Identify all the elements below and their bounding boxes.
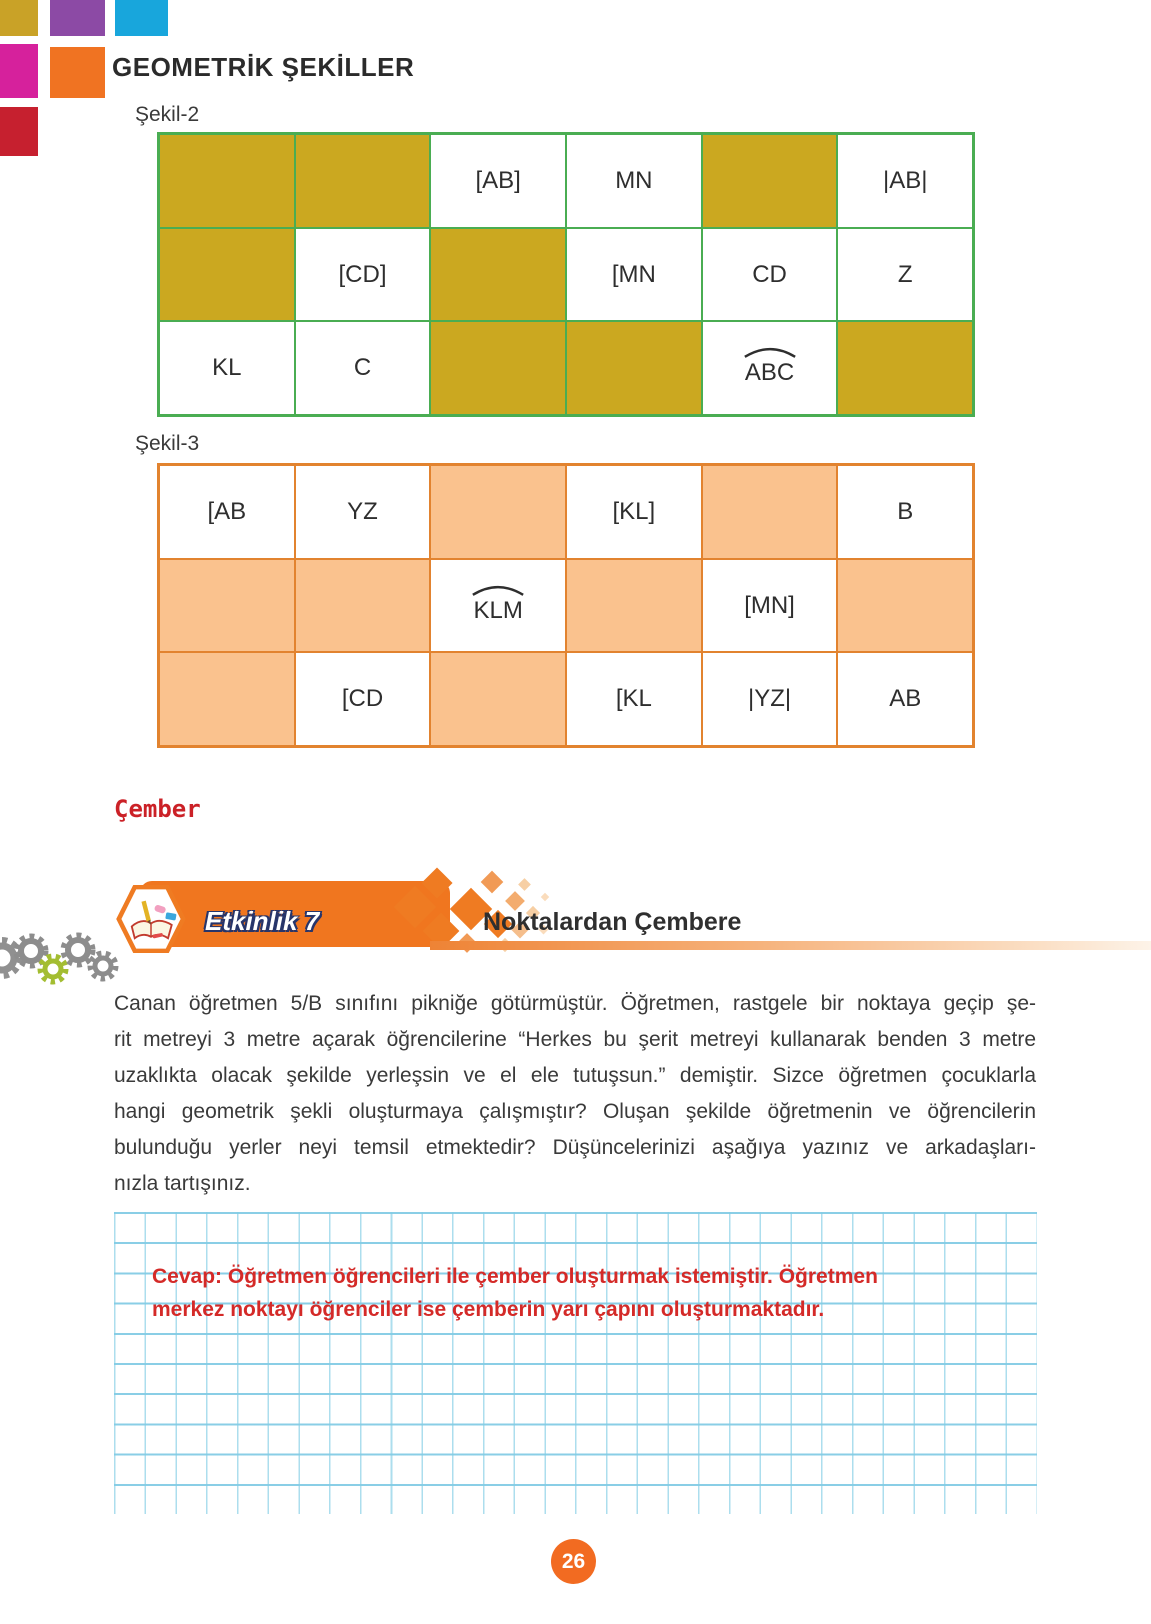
page-number-badge: [551, 1539, 596, 1584]
table-cell: [159, 652, 295, 746]
table-cell: [837, 559, 973, 653]
answer-line: merkez noktayı öğrenciler ise çemberin yarı çapını oluşturmaktadır.: [152, 1298, 825, 1321]
activity-title: Noktalardan Çembere: [483, 908, 742, 936]
table-cell: [CD: [295, 652, 431, 746]
table-cell: [430, 321, 566, 415]
table-cell: [159, 228, 295, 322]
table-cell: KL: [159, 321, 295, 415]
table-cell: |AB|: [837, 134, 973, 228]
paragraph-line: Canan öğretmen 5/B sınıfını pikniğe götürmüştür. Öğretmen, rastgele bir noktaya geçip şe-: [114, 992, 1036, 1015]
page-number: 26: [561, 1549, 586, 1573]
table-cell: [702, 465, 838, 559]
table-cell: [295, 134, 431, 228]
figure2-table: [157, 132, 975, 417]
paragraph-line: nızla tartışınız.: [114, 1172, 251, 1195]
table-cell: [KL: [566, 652, 702, 746]
table-cell: [MN: [566, 228, 702, 322]
banner-gradient-strip: [430, 941, 1151, 950]
table-cell: [295, 559, 431, 653]
table-cell: [430, 465, 566, 559]
table-cell: [566, 559, 702, 653]
table-cell: [430, 652, 566, 746]
activity-badge-label: Etkinlik 7: [205, 906, 320, 936]
answer-line: Cevap: Öğretmen öğrencileri ile çember oluşturmak istemiştir. Öğretmen: [152, 1265, 878, 1288]
decor-square: [0, 44, 38, 98]
table-cell: [837, 321, 973, 415]
paragraph-line: hangi geometrik şekli oluşturmaya çalışmıştır? Oluşan şekilde öğretmenin ve öğrencilerin: [114, 1100, 1036, 1123]
decor-square: [0, 107, 38, 156]
table-cell: ABC: [702, 321, 838, 415]
table-cell: [AB]: [430, 134, 566, 228]
table-cell: B: [837, 465, 973, 559]
table-cell: C: [295, 321, 431, 415]
table-cell: [CD]: [295, 228, 431, 322]
table-cell: Z: [837, 228, 973, 322]
section-heading: Çember: [114, 795, 201, 823]
answer-grid-area[interactable]: [114, 1212, 1037, 1514]
paragraph-line: rit metreyi 3 metre açarak öğrencilerine “Herkes bu şerit metreyi kullanarak benden 3 metre: [114, 1028, 1036, 1051]
page-title: GEOMETRİK ŞEKİLLER: [112, 52, 415, 82]
decor-square: [50, 0, 105, 36]
decor-square: [115, 0, 168, 36]
table-cell: [AB: [159, 465, 295, 559]
table-cell: |YZ|: [702, 652, 838, 746]
table-cell: KLM: [430, 559, 566, 653]
table-cell: MN: [566, 134, 702, 228]
figure3-label: Şekil-3: [135, 432, 200, 455]
table-cell: [566, 321, 702, 415]
activity-paragraph: [114, 986, 1036, 1202]
table-cell: [KL]: [566, 465, 702, 559]
paragraph-line: bulunduğu yerler neyi temsil etmektedir? Düşüncelerinizi aşağıya yazınız ve arkadaşları-: [114, 1136, 1036, 1159]
table-cell: [702, 134, 838, 228]
table-cell: CD: [702, 228, 838, 322]
paragraph-line: uzaklıkta olacak şekilde yerleşsin ve el ele tutuşsun.” demiştir. Sizce öğretmen çocuklarla: [114, 1064, 1036, 1087]
figure2-label: Şekil-2: [135, 103, 200, 126]
decor-square: [50, 47, 105, 98]
table-cell: [430, 228, 566, 322]
table-cell: AB: [837, 652, 973, 746]
table-cell: [159, 559, 295, 653]
gears-icon: [0, 910, 128, 1006]
decor-square: [0, 0, 38, 36]
handwritten-answer: [152, 1260, 878, 1326]
table-cell: [MN]: [702, 559, 838, 653]
figure3-table: [157, 463, 975, 748]
table-cell: [159, 134, 295, 228]
table-cell: YZ: [295, 465, 431, 559]
